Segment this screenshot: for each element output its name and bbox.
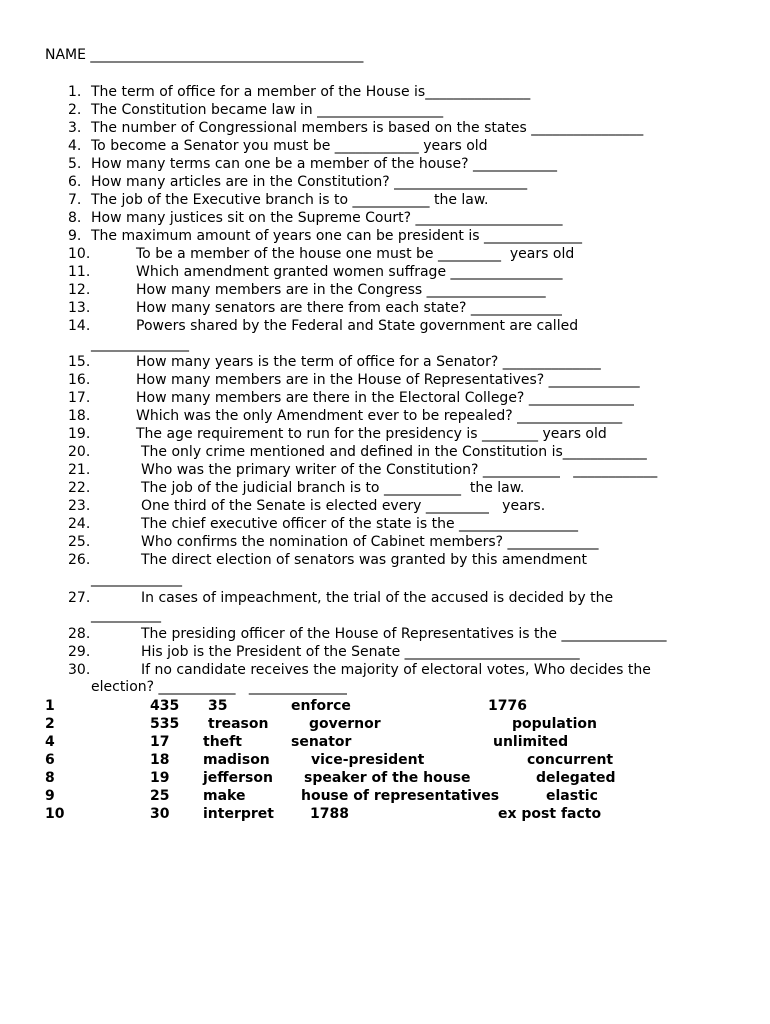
question-text: How many senators are there from each state? _____________ [136,300,562,316]
question-number: 15. [68,354,91,370]
question-text: How many years is the term of office for a Senator? ______________ [136,354,601,370]
question-text: How many articles are in the Constitution? ___________________ [91,174,528,190]
question-number: 28. [68,626,91,642]
word-bank-cell: concurrent [527,752,614,768]
question-text: The term of office for a member of the House is_______________ [91,84,531,100]
question-number: 16. [68,372,91,388]
question-number: 3. [68,120,82,136]
question-number: 11. [68,264,91,280]
question-text: The presiding officer of the House of Representatives is the _______________ [141,626,667,642]
question-text: The Constitution became law in __________________ [91,102,444,118]
question-number: 18. [68,408,91,424]
word-bank-cell: make [203,788,246,804]
name-field: NAME _______________________________________ [45,47,364,63]
question-number: 22. [68,480,91,496]
word-bank-cell: 17 [150,734,170,750]
q14-continuation: ______________ [91,336,189,352]
word-bank-cell: population [512,716,597,732]
question-text: The only crime mentioned and defined in the Constitution is____________ [141,444,647,460]
question-number: 6. [68,174,82,190]
question-text: The chief executive officer of the state is the _________________ [141,516,579,532]
question-number: 9. [68,228,82,244]
word-bank-cell: 4 [45,734,55,750]
question-number: 8. [68,210,82,226]
word-bank-cell: 1788 [310,806,349,822]
word-bank-cell: theft [203,734,242,750]
q27-continuation: __________ [91,607,161,623]
word-bank-cell: jefferson [203,770,273,786]
question-number: 7. [68,192,82,208]
question-number: 30. [68,662,91,678]
question-number: 4. [68,138,82,154]
question-text: The maximum amount of years one can be president is ______________ [91,228,582,244]
word-bank-cell: 10 [45,806,65,822]
question-text: Who was the primary writer of the Constitution? ___________ ____________ [141,462,658,478]
question-text: How many members are in the House of Representatives? _____________ [136,372,640,388]
question-number: 13. [68,300,91,316]
question-text: How many terms can one be a member of the house? ____________ [91,156,557,172]
word-bank-cell: senator [291,734,352,750]
word-bank-cell: 535 [150,716,180,732]
question-number: 26. [68,552,91,568]
word-bank-cell: 9 [45,788,55,804]
word-bank-cell: elastic [546,788,598,804]
question-text: Which amendment granted women suffrage ________________ [136,264,563,280]
question-text: How many members are there in the Electoral College? _______________ [136,390,634,406]
question-number: 19. [68,426,91,442]
question-text: To become a Senator you must be ____________ years old [91,138,488,154]
question-text: Which was the only Amendment ever to be repealed? _______________ [136,408,623,424]
question-text: The age requirement to run for the presidency is ________ years old [136,426,607,442]
question-text: How many members are in the Congress _________________ [136,282,546,298]
word-bank-cell: 1776 [488,698,527,714]
question-number: 20. [68,444,91,460]
question-number: 2. [68,102,82,118]
word-bank-cell: 35 [208,698,228,714]
word-bank-cell: ex post facto [498,806,602,822]
word-bank-cell: delegated [536,770,616,786]
q30-continuation: election? ___________ ______________ [91,679,347,695]
question-text: Who confirms the nomination of Cabinet members? _____________ [141,534,599,550]
q26-continuation: _____________ [91,571,182,587]
question-text: Powers shared by the Federal and State government are called [136,318,579,334]
question-text: The direct election of senators was granted by this amendment [141,552,588,568]
word-bank-cell: treason [208,716,269,732]
word-bank-cell: unlimited [493,734,569,750]
word-bank-cell: interpret [203,806,274,822]
word-bank-cell: 2 [45,716,55,732]
word-bank-cell: 8 [45,770,55,786]
question-number: 1. [68,84,82,100]
word-bank-cell: governor [309,716,381,732]
word-bank-cell: 30 [150,806,170,822]
question-text: One third of the Senate is elected every _________ years. [141,498,546,514]
question-text: How many justices sit on the Supreme Court? _____________________ [91,210,563,226]
question-text: His job is the President of the Senate _________________________ [141,644,580,660]
question-number: 5. [68,156,82,172]
question-text: The job of the Executive branch is to ___________ the law. [91,192,489,208]
question-text: The number of Congressional members is based on the states ________________ [91,120,644,136]
question-number: 10. [68,246,91,262]
word-bank-cell: 1 [45,698,55,714]
question-number: 21. [68,462,91,478]
word-bank-cell: madison [203,752,270,768]
question-number: 29. [68,644,91,660]
question-number: 27. [68,590,91,606]
word-bank-cell: speaker of the house [304,770,471,786]
question-text: If no candidate receives the majority of electoral votes, Who decides the [141,662,651,678]
question-number: 14. [68,318,91,334]
question-text: The job of the judicial branch is to ___________ the law. [141,480,525,496]
question-text: In cases of impeachment, the trial of the accused is decided by the [141,590,614,606]
word-bank-cell: 25 [150,788,170,804]
word-bank-cell: 435 [150,698,180,714]
word-bank-cell: vice-president [311,752,425,768]
word-bank-cell: enforce [291,698,351,714]
word-bank-cell: 18 [150,752,170,768]
word-bank-cell: 6 [45,752,55,768]
word-bank-cell: house of representatives [301,788,500,804]
question-text: To be a member of the house one must be _________ years old [136,246,575,262]
word-bank-cell: 19 [150,770,170,786]
question-number: 24. [68,516,91,532]
question-number: 25. [68,534,91,550]
question-number: 23. [68,498,91,514]
question-number: 12. [68,282,91,298]
question-number: 17. [68,390,91,406]
